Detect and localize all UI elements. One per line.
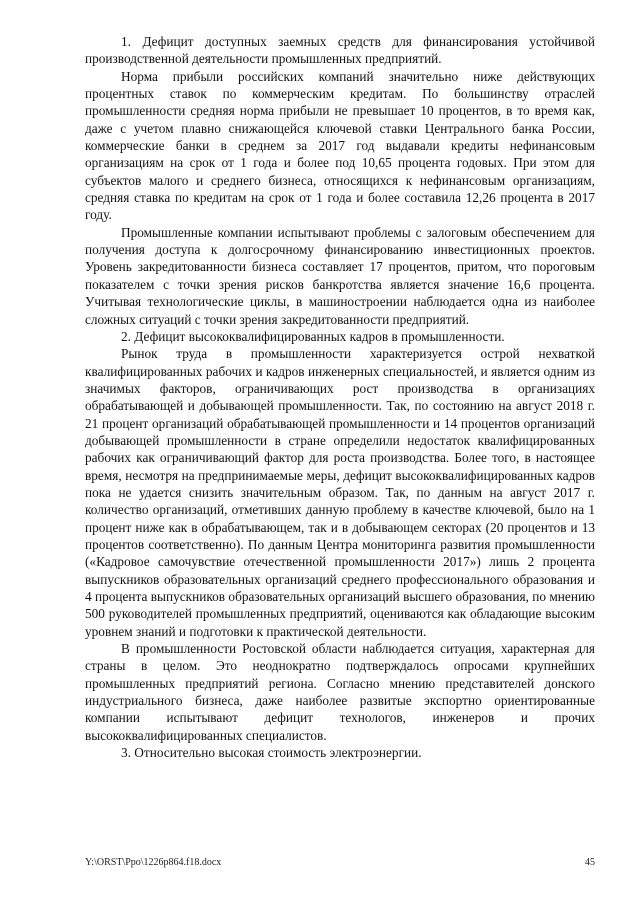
paragraph: Норма прибыли российских компаний значительно ниже действующих процентных ставок по коммерческим кредитам. По большинству отраслей промышленности средняя норма прибыли не превышает 10 процентов, в то время как, даже с учетом плавно снижающейся ключевой ставки Центрального банка России, коммерческие банки в среднем за 2017 год выдавали кредиты нефинансовым организациям на срок от 1 года и более под 10,65 процента годовых. При этом для субъектов малого и среднего бизнеса, относящихся к нефинансовым организациям, средняя ставка по кредитам на срок от 1 года и более составила 12,26 процента в 2017 году. xyxy=(85,68,595,223)
document-body xyxy=(85,33,595,761)
paragraph-heading-1: 1. Дефицит доступных заемных средств для финансирования устойчивой производственной деятельности промышленных предприятий. xyxy=(85,34,595,67)
paragraph: Промышленные компании испытывают проблемы с залоговым обеспечением для получения доступа к долгосрочному финансированию инвестиционных проектов. Уровень закредитованности бизнеса составляет 17 процентов, притом, что пороговым показателем с точки зрения рисков банкротства является значение 16,6 процента. Учитывая технологические циклы, в машиностроении наблюдается одна из наиболее сложных ситуаций с точки зрения закредитованности предприятий. xyxy=(85,224,595,327)
paragraph: В промышленности Ростовской области наблюдается ситуация, характерная для страны в целом. Это неоднократно подтверждалось опросами крупнейших промышленных предприятий региона. Согласно мнению представителей донского индустриального бизнеса, даже наиболее развитые экспортно ориентированные компании испытывают дефицит технологов, инженеров и прочих высококвалифицированных специалистов. xyxy=(85,641,595,743)
paragraph-heading-2: 2. Дефицит высококвалифицированных кадров в промышленности. xyxy=(121,328,505,344)
paragraph: Рынок труда в промышленности характеризуется острой нехваткой квалифицированных рабочих и кадров инженерных специальностей, и является одним из значимых факторов, ограничивающих рост производства в организациях обрабатывающей и добывающей промышленности. Так, по состоянию на август 2018 г. 21 процент организаций обрабатывающей промышленности и 14 процентов организаций добывающей промышленности в стране определили недостаток квалифицированных рабочих как ограничивающий фактор для роста производства. Более того, в настоящее время, несмотря на предпринимаемые меры, дефицит высококвалифицированных кадров пока не удается снизить значительным образом. Так, по данным на август 2017 г. количество организаций, отметивших данную проблему в качестве ключевой, было на 1 процент ниже как в обрабатывающем, так и в добывающем секторах (20 процентов и 13 процентов соответственно). По данным Центра мониторинга развития промышленности («Кадровое самочувствие отечественной промышленности 2017») лишь 2 процента выпускников образовательных организаций среднего профессионального образования и 4 процента выпускников образовательных организаций высшего образования, по мнению 500 руководителей промышленных предприятий, оцениваются как обладающие высоким уровнем знаний и подготовки к практической деятельности. xyxy=(85,346,595,639)
paragraph-heading-3: 3. Относительно высокая стоимость электроэнергии. xyxy=(121,745,422,761)
footer-file-path: Y:\ORST\Ppo\1226p864.f18.docx xyxy=(85,857,222,868)
page-number: 45 xyxy=(585,857,595,868)
